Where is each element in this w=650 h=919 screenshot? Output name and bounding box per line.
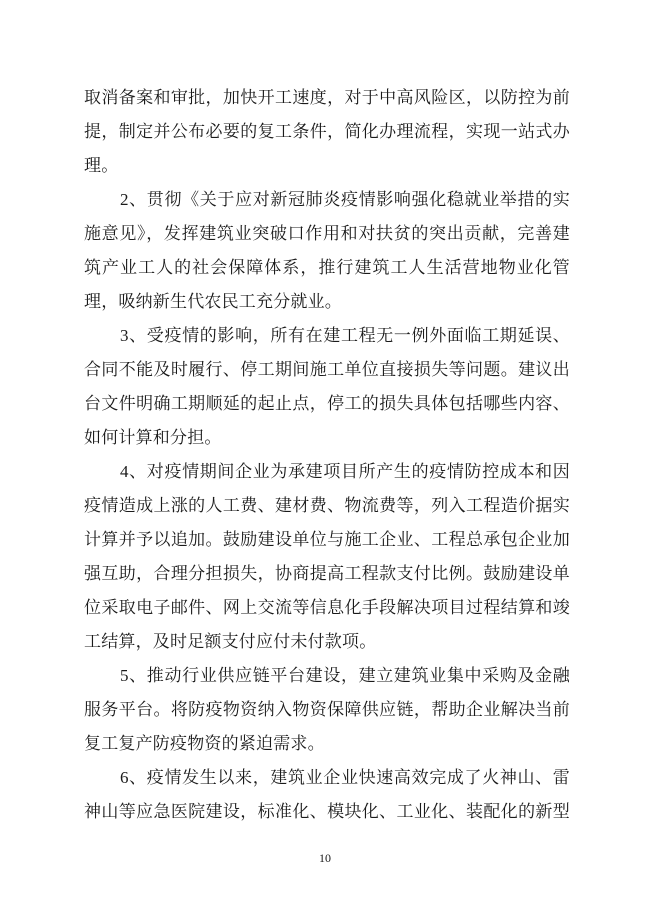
text-line: 4、对疫情期间企业为承建项目所产生的疫情防控成本和因 [120, 462, 570, 481]
text-line: 理，吸纳新生代农民工充分就业。 [84, 292, 342, 311]
text-line: 2、贯彻《关于应对新冠肺炎疫情影响强化稳就业举措的实 [120, 190, 570, 209]
page-number: 10 [319, 851, 331, 865]
text-line: 位采取电子邮件、网上交流等信息化手段解决项目过程结算和竣 [84, 598, 570, 617]
text-line: 服务平台。将防疫物资纳入物资保障供应链，帮助企业解决当前 [84, 700, 570, 719]
text-line: 提，制定并公布必要的复工条件，简化办理流程，实现一站式办 [84, 122, 570, 141]
text-line: 神山等应急医院建设，标准化、模块化、工业化、装配化的新型 [84, 802, 570, 821]
text-line: 复工复产防疫物资的紧迫需求。 [84, 734, 325, 753]
text-line: 计算并予以追加。鼓励建设单位与施工企业、工程总承包企业加 [84, 530, 570, 549]
paragraph [84, 319, 570, 455]
paragraph [84, 455, 570, 659]
text-line: 如何计算和分担。 [84, 428, 222, 447]
text-line: 筑产业工人的社会保障体系，推行建筑工人生活营地物业化管 [84, 258, 570, 277]
text-line: 取消备案和审批，加快开工速度，对于中高风险区，以防控为前 [84, 88, 570, 107]
text-line: 5、推动行业供应链平台建设，建立建筑业集中采购及金融 [120, 666, 570, 685]
text-line: 强互助，合理分担损失，协商提高工程款支付比例。鼓励建设单 [84, 564, 570, 583]
paragraph [84, 81, 570, 183]
text-line: 理。 [84, 156, 119, 175]
text-line: 6、疫情发生以来，建筑业企业快速高效完成了火神山、雷 [120, 768, 570, 787]
text-line: 合同不能及时履行、停工期间施工单位直接损失等问题。建议出 [84, 360, 570, 379]
page-footer [0, 850, 650, 866]
text-line: 台文件明确工期顺延的起止点，停工的损失具体包括哪些内容、 [84, 394, 570, 413]
text-line: 疫情造成上涨的人工费、建材费、物流费等，列入工程造价据实 [84, 496, 570, 515]
paragraph [84, 659, 570, 761]
text-line: 施意见》，发挥建筑业突破口作用和对扶贫的突出贡献，完善建 [84, 224, 570, 243]
paragraph [84, 183, 570, 319]
page-body [84, 81, 570, 829]
text-line: 3、受疫情的影响，所有在建工程无一例外面临工期延误、 [120, 326, 570, 345]
text-line: 工结算，及时足额支付应付未付款项。 [84, 632, 377, 651]
paragraph [84, 761, 570, 829]
